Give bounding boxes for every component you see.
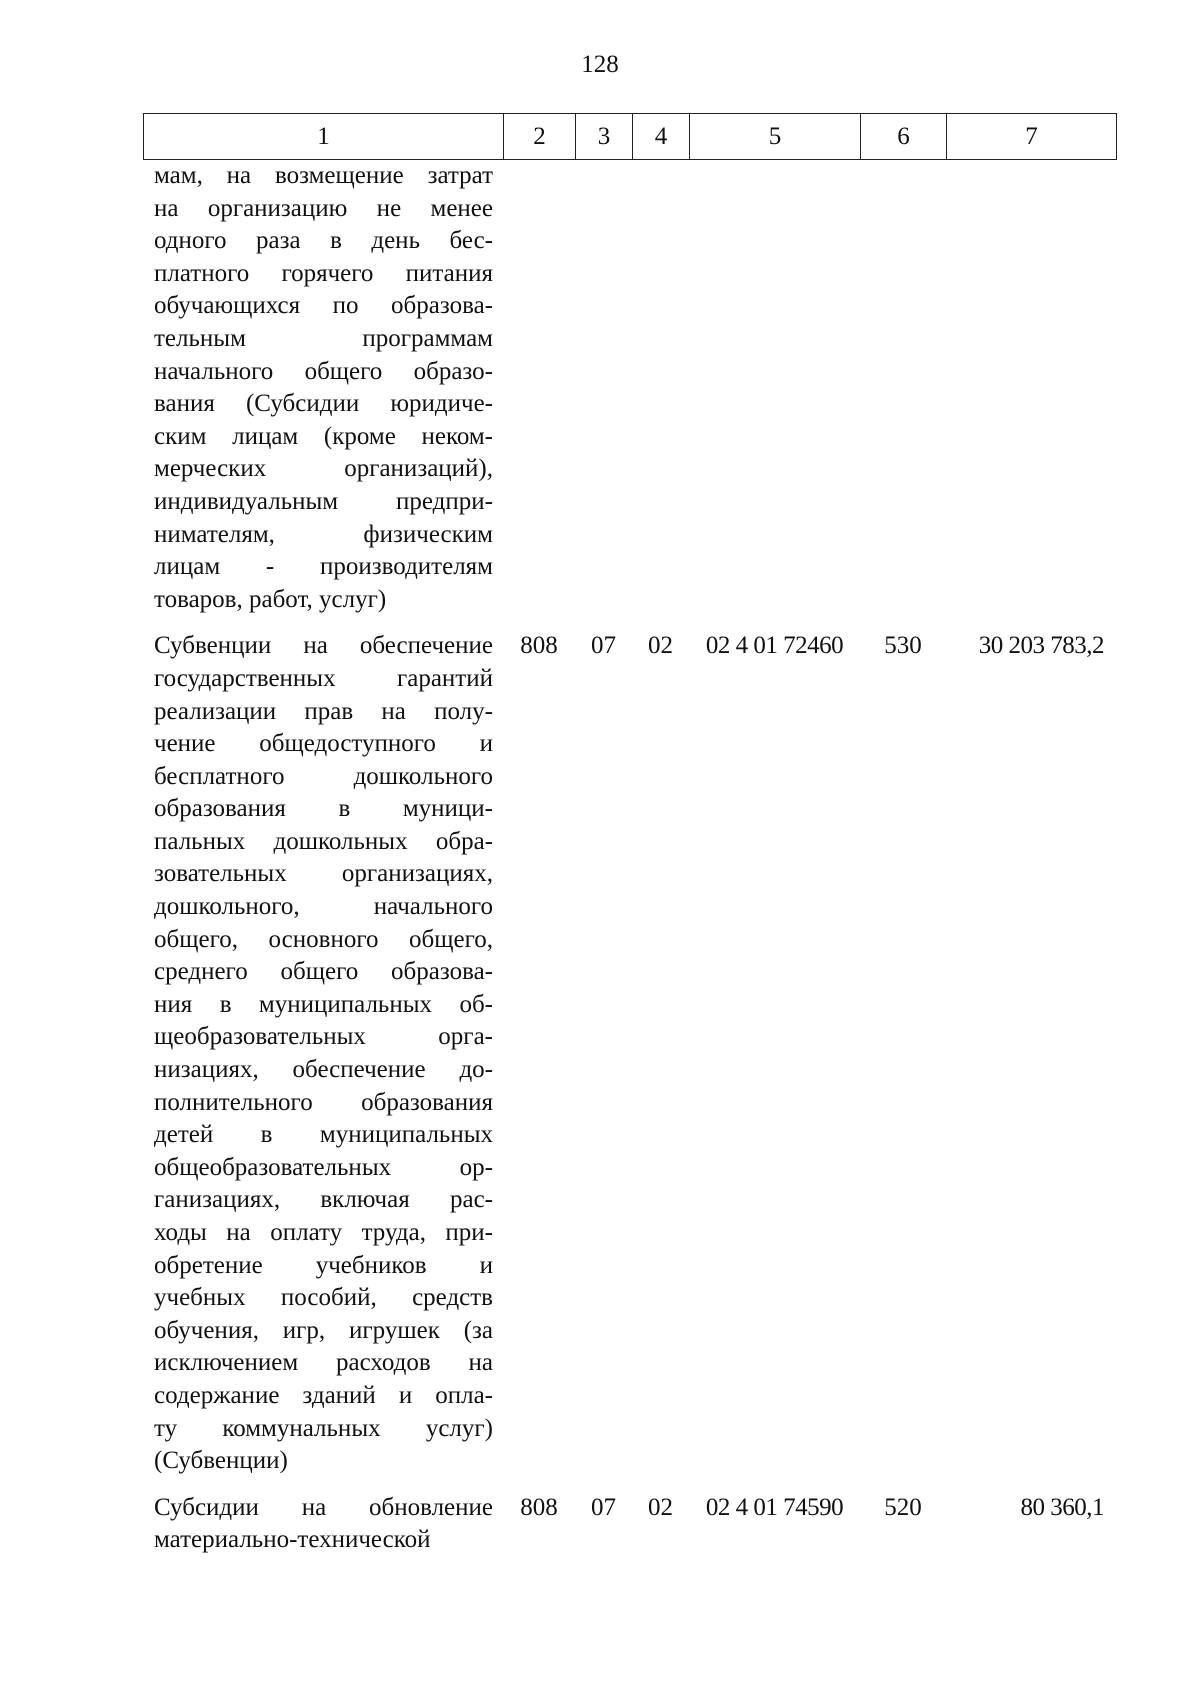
- description-line: среднего общего образова-: [154, 958, 493, 986]
- description-line: платного горячего питания: [154, 259, 493, 287]
- description-line: начального общего образо-: [154, 357, 493, 385]
- description-line: ния в муниципальных об-: [154, 990, 493, 1018]
- description-line: на организацию не менее: [154, 194, 493, 222]
- description-line: Субвенции на обеспечение: [154, 632, 493, 660]
- description-line: материально-технической: [154, 1526, 431, 1554]
- page-number: 128: [581, 51, 619, 78]
- description-line: бесплатного дошкольного: [154, 762, 493, 790]
- target-article-code: 02 4 01 74590: [705, 1493, 844, 1521]
- expense-type-code: 520: [884, 1493, 922, 1521]
- description-line: общеобразовательных ор-: [154, 1153, 493, 1181]
- row-description: [143, 160, 503, 616]
- description-line: образования в муници-: [154, 795, 493, 823]
- description-line: нимателям, физическим: [154, 520, 493, 548]
- header-col-7: 7: [947, 114, 1117, 160]
- description-line: реализации прав на полу-: [154, 697, 493, 725]
- column-number-header: [143, 113, 1117, 160]
- description-line: зовательных организациях,: [154, 860, 493, 888]
- description-line: ским лицам (кроме неком-: [154, 422, 493, 450]
- table-row: [143, 1492, 1116, 1557]
- description-line: детей в муниципальных: [154, 1121, 493, 1149]
- description-line: ганизациях, включая рас-: [154, 1186, 493, 1214]
- header-col-1: 1: [144, 114, 504, 160]
- description-line: вания (Субсидии юридиче-: [154, 390, 493, 418]
- ministry-code: 808: [520, 1493, 558, 1521]
- budget-table-body: [143, 160, 1116, 1571]
- description-line: мам, на возмещение затрат: [154, 162, 493, 189]
- row-description: [143, 630, 503, 1477]
- table-row: [143, 160, 1116, 616]
- description-line: государственных гарантий: [154, 664, 493, 692]
- description-line: полнительного образования: [154, 1088, 493, 1116]
- section-code: 07: [591, 632, 616, 660]
- description-line: обучения, игр, игрушек (за: [154, 1316, 493, 1344]
- header-col-2: 2: [504, 114, 576, 160]
- description-line: ходы на оплату труда, при-: [154, 1219, 493, 1246]
- target-article-code: 02 4 01 72460: [705, 632, 844, 660]
- header-col-6: 6: [861, 114, 947, 160]
- description-line: Субсидии на обновление: [154, 1493, 493, 1521]
- header-col-4: 4: [633, 114, 690, 160]
- ministry-code: 808: [520, 632, 558, 660]
- description-line: ту коммунальных услуг): [154, 1414, 493, 1442]
- description-line: обретение учебников и: [154, 1251, 493, 1279]
- description-line: дошкольного, начального: [154, 893, 493, 921]
- description-line: обучающихся по образова-: [154, 292, 493, 320]
- description-line: одного раза в день бес-: [154, 227, 493, 255]
- amount: 80 360,1: [1020, 1493, 1104, 1521]
- description-line: содержание зданий и опла-: [154, 1381, 493, 1409]
- description-line: лицам - производителям: [154, 553, 493, 581]
- description-line: общего, основного общего,: [154, 925, 493, 953]
- description-line: низациях, обеспечение до-: [154, 1056, 493, 1084]
- subsection-code: 02: [648, 632, 673, 660]
- subsection-code: 02: [648, 1493, 673, 1521]
- expense-type-code: 530: [884, 632, 922, 660]
- section-code: 07: [591, 1493, 616, 1521]
- row-description: [143, 1492, 503, 1557]
- description-line: пальных дошкольных обра-: [154, 827, 493, 855]
- description-line: товаров, работ, услуг): [154, 585, 387, 613]
- header-row: [144, 114, 1117, 160]
- description-line: тельным программам: [154, 324, 493, 352]
- description-line: исключением расходов на: [154, 1349, 493, 1377]
- description-line: (Субвенции): [154, 1447, 288, 1475]
- description-line: мерческих организаций),: [154, 455, 493, 483]
- description-line: учебных пособий, средств: [154, 1284, 493, 1312]
- description-line: индивидуальным предпри-: [154, 487, 493, 515]
- amount: 30 203 783,2: [978, 632, 1104, 660]
- table-row: [143, 630, 1116, 1477]
- description-line: щеобразовательных орга-: [154, 1023, 493, 1051]
- header-col-3: 3: [576, 114, 633, 160]
- header-col-5: 5: [690, 114, 861, 160]
- description-line: чение общедоступного и: [154, 730, 493, 758]
